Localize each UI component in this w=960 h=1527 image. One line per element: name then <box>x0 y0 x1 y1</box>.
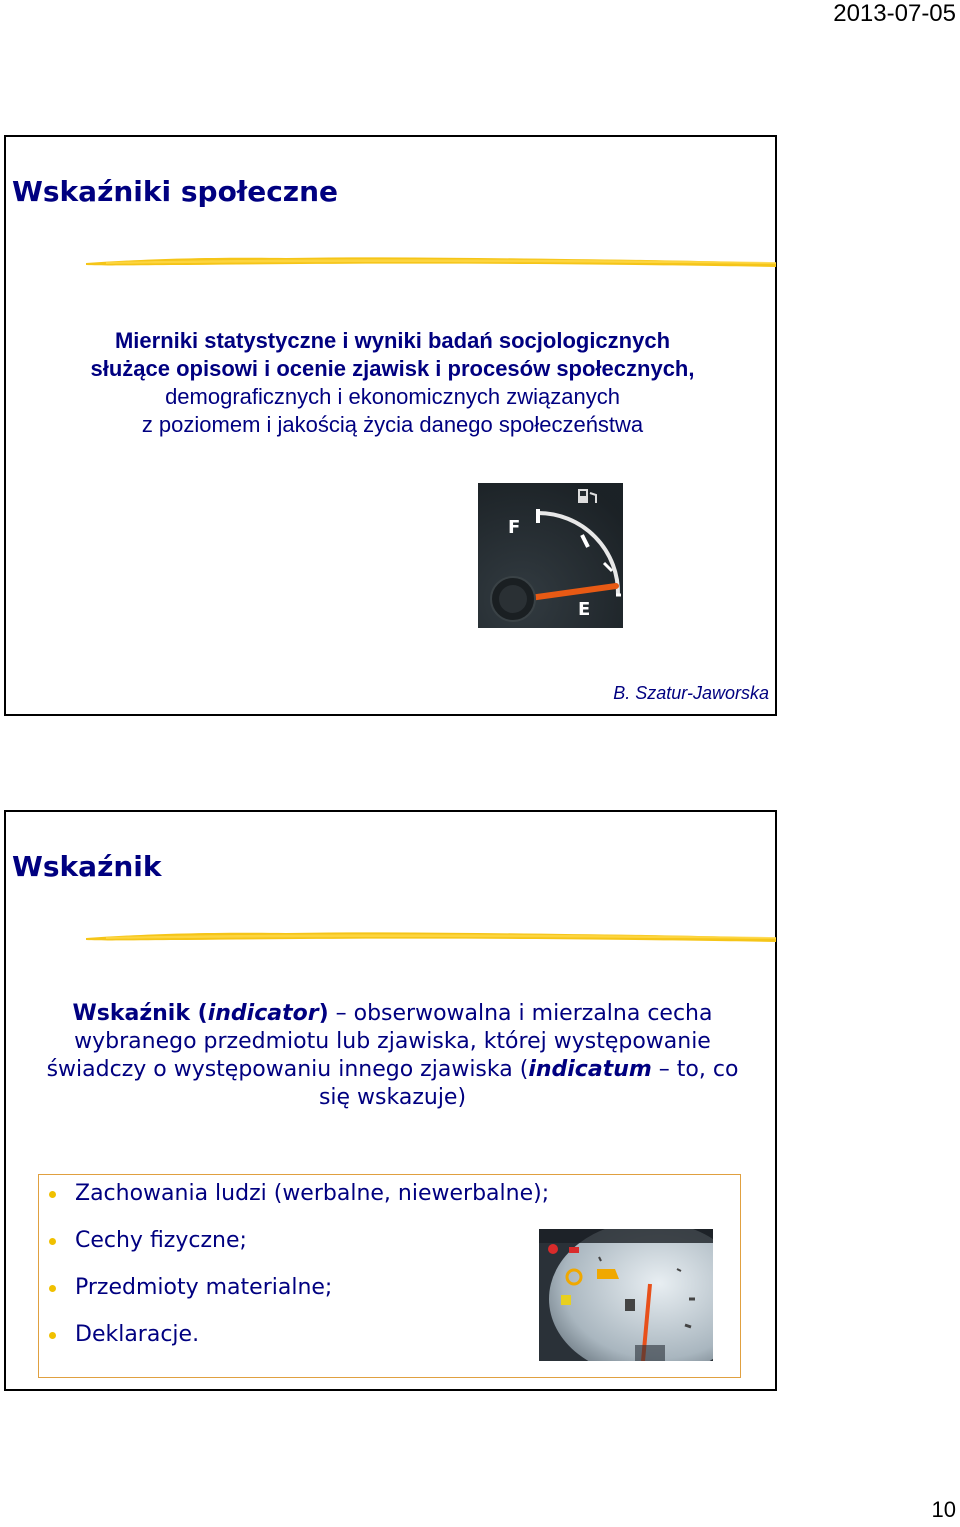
svg-text:F: F <box>508 517 521 538</box>
examples-box <box>38 1174 741 1378</box>
list-item: Deklaracje. <box>45 1318 549 1365</box>
body-line: demograficznych i ekonomicznych związanych <box>165 384 620 409</box>
body-line: Mierniki statystyczne i wyniki badań socjologicznych <box>114 328 671 353</box>
definition-line: się wskazuje) <box>318 1085 467 1110</box>
slide-title: Wskaźnik <box>12 850 162 883</box>
definition-line: świadczy o występowaniu innego zjawiska (indicatum – to, co <box>46 1057 739 1082</box>
author-credit: B. Szatur-Jaworska <box>613 683 769 703</box>
examples-list <box>45 1177 549 1365</box>
page-number: 10 <box>931 1497 956 1522</box>
body-line: służące opisowi i ocenie zjawisk i procesów społecznych, <box>90 356 695 381</box>
slide-indicator <box>4 810 777 1391</box>
slide-social-indicators <box>4 135 777 716</box>
definition-line: Wskaźnik (indicator) – obserwowalna i mierzalna cecha <box>72 1001 713 1026</box>
definition-line: wybranego przedmiotu lub zjawiska, której występowanie <box>74 1029 711 1054</box>
slide-body <box>6 327 779 439</box>
bullet-icon <box>49 1238 56 1245</box>
list-item: Cechy fizyczne; <box>45 1224 549 1271</box>
bullet-icon <box>49 1191 56 1198</box>
slide-title: Wskaźniki społeczne <box>12 175 339 208</box>
svg-text:E: E <box>578 599 591 620</box>
bullet-icon <box>49 1332 56 1339</box>
definition-text <box>16 1000 769 1112</box>
bullet-icon <box>49 1285 56 1292</box>
list-item: Przedmioty materialne; <box>45 1271 549 1318</box>
fuel-gauge-icon <box>478 483 623 628</box>
body-line: z poziomem i jakością życia danego społeczeństwa <box>141 412 644 437</box>
document-date: 2013-07-05 <box>833 0 956 27</box>
list-item: Zachowania ludzi (werbalne, niewerbalne); <box>45 1177 549 1224</box>
title-underline-stroke <box>86 926 776 946</box>
title-underline-stroke <box>86 251 776 271</box>
dashboard-warning-lights-icon <box>539 1229 713 1361</box>
